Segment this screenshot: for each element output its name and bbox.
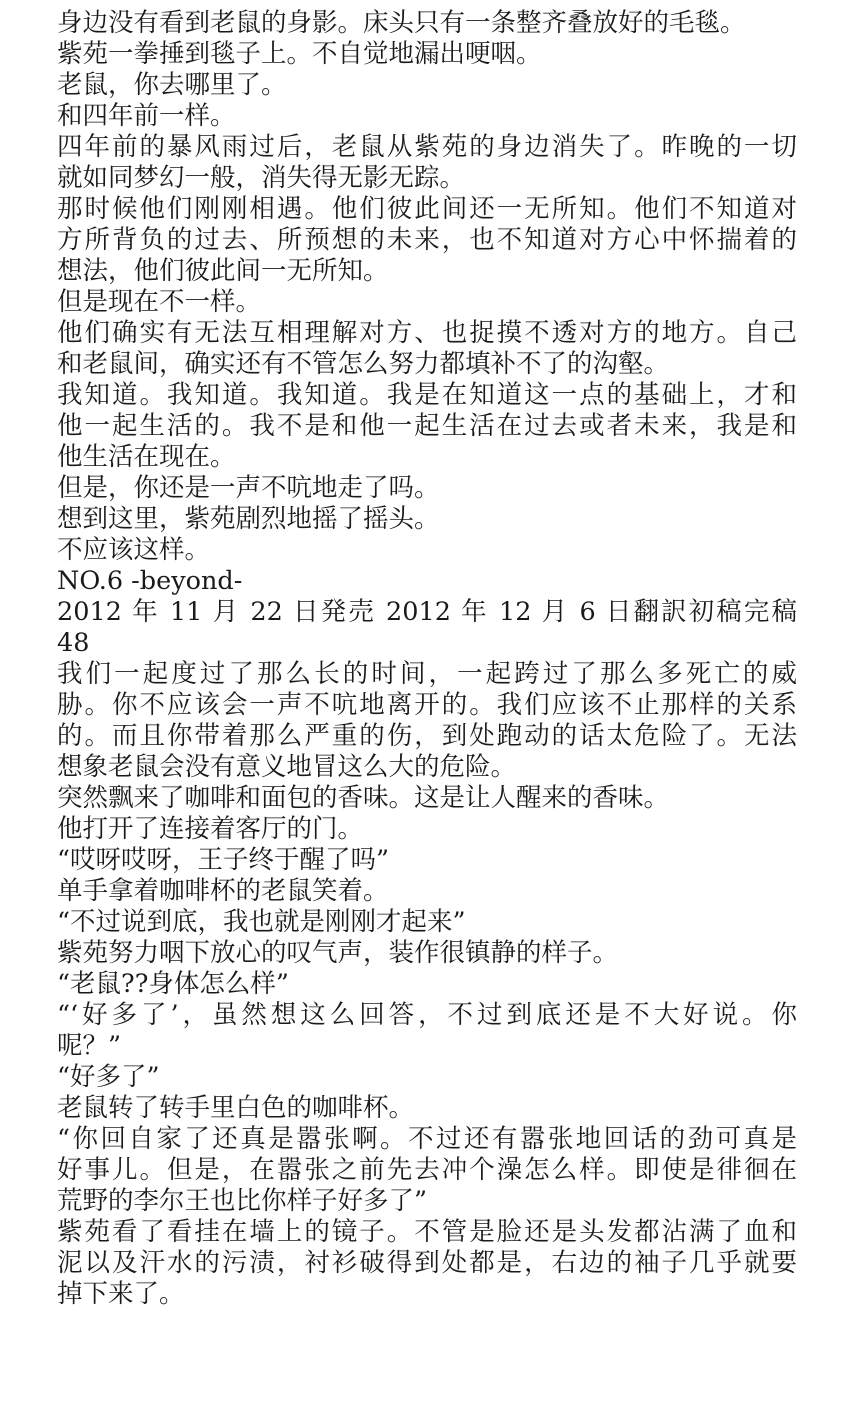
text-line: “好多了”	[57, 1062, 160, 1092]
text-paragraph	[57, 132, 797, 194]
text-line: 那时候他们刚刚相遇。他们彼此间还一无所知。他们不知道对	[57, 194, 797, 224]
text-paragraph	[57, 101, 797, 132]
text-line: 荒野的李尔王也比你样子好多了”	[57, 1186, 428, 1216]
text-line: 单手拿着咖啡杯的老鼠笑着。	[57, 876, 389, 906]
text-line: 和四年前一样。	[57, 101, 236, 131]
text-line: 他一起生活的。我不是和他一起生活在过去或者未来，我是和	[57, 411, 797, 441]
text-line: 老鼠转了转手里白色的咖啡杯。	[57, 1093, 415, 1123]
text-line: 想象老鼠会没有意义地冒这么大的危险。	[57, 752, 517, 782]
text-paragraph	[57, 194, 797, 287]
text-paragraph	[57, 659, 797, 783]
text-line: “‘好多了’，虽然想这么回答，不过到底还是不大好说。你	[57, 1000, 797, 1030]
text-line: NO.6 -beyond-	[57, 566, 243, 596]
text-line: 他们确实有无法互相理解对方、也捉摸不透对方的地方。自己	[57, 318, 797, 348]
text-line: 就如同梦幻一般，消失得无影无踪。	[57, 163, 466, 193]
text-line: “你回自家了还真是嚣张啊。不过还有嚣张地回话的劲可真是	[57, 1124, 797, 1154]
text-line: 好事儿。但是，在嚣张之前先去冲个澡怎么样。即使是徘徊在	[57, 1155, 797, 1185]
text-paragraph	[57, 1062, 797, 1093]
text-paragraph	[57, 907, 797, 938]
text-line: “哎呀哎呀，王子终于醒了吗”	[57, 845, 390, 875]
text-line: 胁。你不应该会一声不吭地离开的。我们应该不止那样的关系	[57, 690, 797, 720]
text-line: “不过说到底，我也就是刚刚才起来”	[57, 907, 466, 937]
text-line: 泥以及汗水的污渍，衬衫破得到处都是，右边的袖子几乎就要	[57, 1248, 797, 1278]
text-line: 48	[57, 628, 90, 658]
text-paragraph	[57, 1000, 797, 1062]
text-paragraph	[57, 969, 797, 1000]
text-line: 紫苑一拳捶到毯子上。不自觉地漏出哽咽。	[57, 39, 542, 69]
text-line: 想法，他们彼此间一无所知。	[57, 256, 389, 286]
text-line: 但是，你还是一声不吭地走了吗。	[57, 473, 440, 503]
text-paragraph	[57, 814, 797, 845]
text-line: 身边没有看到老鼠的身影。床头只有一条整齐叠放好的毛毯。	[57, 8, 746, 38]
text-line: 我们一起度过了那么长的时间，一起跨过了那么多死亡的威	[57, 659, 797, 689]
text-line: 紫苑努力咽下放心的叹气声，装作很镇静的样子。	[57, 938, 619, 968]
text-line: “老鼠??身体怎么样”	[57, 969, 289, 999]
document-page	[57, 8, 797, 1310]
text-line: 紫苑看了看挂在墙上的镜子。不管是脸还是头发都沾满了血和	[57, 1217, 797, 1247]
text-paragraph	[57, 938, 797, 969]
text-line: 老鼠，你去哪里了。	[57, 70, 287, 100]
text-paragraph	[57, 845, 797, 876]
text-line: 他打开了连接着客厅的门。	[57, 814, 364, 844]
text-paragraph	[57, 70, 797, 101]
text-line: 呢？”	[57, 1031, 122, 1061]
text-line: 和老鼠间，确实还有不管怎么努力都填补不了的沟壑。	[57, 349, 670, 379]
text-line: 突然飘来了咖啡和面包的香味。这是让人醒来的香味。	[57, 783, 670, 813]
text-paragraph	[57, 1217, 797, 1310]
text-line: 2012 年 11 月 22 日発売 2012 年 12 月 6 日翻訳初稿完稿	[57, 597, 797, 627]
text-line: 他生活在现在。	[57, 442, 236, 472]
text-line: 方所背负的过去、所预想的未来，也不知道对方心中怀揣着的	[57, 225, 797, 255]
text-paragraph	[57, 876, 797, 907]
text-paragraph	[57, 287, 797, 318]
text-line: 不应该这样。	[57, 535, 211, 565]
text-paragraph	[57, 1093, 797, 1124]
text-paragraph	[57, 39, 797, 70]
text-line: 我知道。我知道。我知道。我是在知道这一点的基础上，才和	[57, 380, 797, 410]
text-paragraph	[57, 473, 797, 504]
text-paragraph	[57, 8, 797, 39]
text-paragraph	[57, 783, 797, 814]
text-line: 想到这里，紫苑剧烈地摇了摇头。	[57, 504, 440, 534]
text-line: 掉下来了。	[57, 1279, 185, 1309]
text-paragraph	[57, 380, 797, 473]
text-paragraph	[57, 1124, 797, 1217]
text-paragraph	[57, 504, 797, 535]
text-paragraph	[57, 566, 797, 597]
text-line: 但是现在不一样。	[57, 287, 262, 317]
text-line: 四年前的暴风雨过后，老鼠从紫苑的身边消失了。昨晚的一切	[57, 132, 797, 162]
text-paragraph	[57, 318, 797, 380]
text-paragraph	[57, 535, 797, 566]
text-paragraph	[57, 597, 797, 659]
text-line: 的。而且你带着那么严重的伤，到处跑动的话太危险了。无法	[57, 721, 797, 751]
